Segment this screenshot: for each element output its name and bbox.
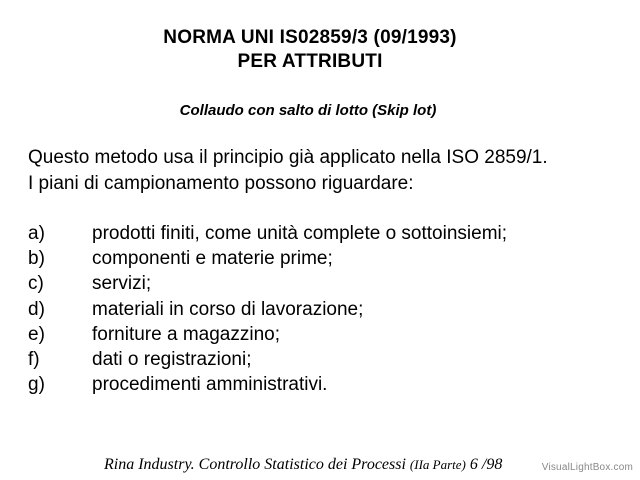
list-item-text: prodotti finiti, come unità complete o sottoinsiemi;	[92, 223, 508, 244]
items-list	[28, 221, 507, 397]
subtitle: Collaudo con salto di lotto (Skip lot)	[179, 102, 437, 119]
list-item	[28, 297, 507, 322]
list-item-marker: g)	[28, 374, 45, 396]
footer	[104, 456, 502, 474]
list-item-text: procedimenti amministrativi.	[92, 374, 328, 396]
list-item-marker: e)	[28, 323, 45, 345]
intro-line-1: Questo metodo usa il principio già applicato nella ISO 2859/1.	[28, 147, 548, 168]
list-item-text: componenti e materie prime;	[92, 248, 333, 270]
watermark: VisualLightBox.com	[539, 461, 636, 474]
title-line-2: PER ATTRIBUTI	[237, 51, 383, 72]
intro-line-2: I piani di campionamento possono riguardare:	[28, 173, 414, 194]
footer-page: 6 /98	[465, 456, 503, 473]
list-item	[28, 347, 507, 372]
list-item-marker: f)	[28, 349, 40, 371]
list-item	[28, 322, 507, 347]
footer-part: (IIa Parte)	[409, 457, 466, 472]
list-item-marker: b)	[28, 248, 45, 270]
list-item-marker: d)	[28, 298, 45, 320]
title-line-1: NORMA UNI IS02859/3 (09/1993)	[163, 27, 457, 48]
list-item-text: dati o registrazioni;	[92, 349, 252, 371]
slide-title	[0, 26, 620, 74]
list-item	[28, 221, 507, 246]
list-item-marker: a)	[28, 223, 45, 244]
footer-text: Rina Industry. Controllo Statistico dei Processi	[104, 456, 410, 473]
list-item-text: materiali in corso di lavorazione;	[92, 298, 364, 320]
list-item-text: servizi;	[92, 273, 152, 295]
list-item-text: forniture a magazzino;	[92, 323, 280, 345]
list-item	[28, 372, 507, 397]
list-item	[28, 271, 507, 296]
list-item	[28, 246, 507, 271]
list-item-marker: c)	[28, 273, 44, 295]
intro-paragraph	[28, 145, 548, 197]
